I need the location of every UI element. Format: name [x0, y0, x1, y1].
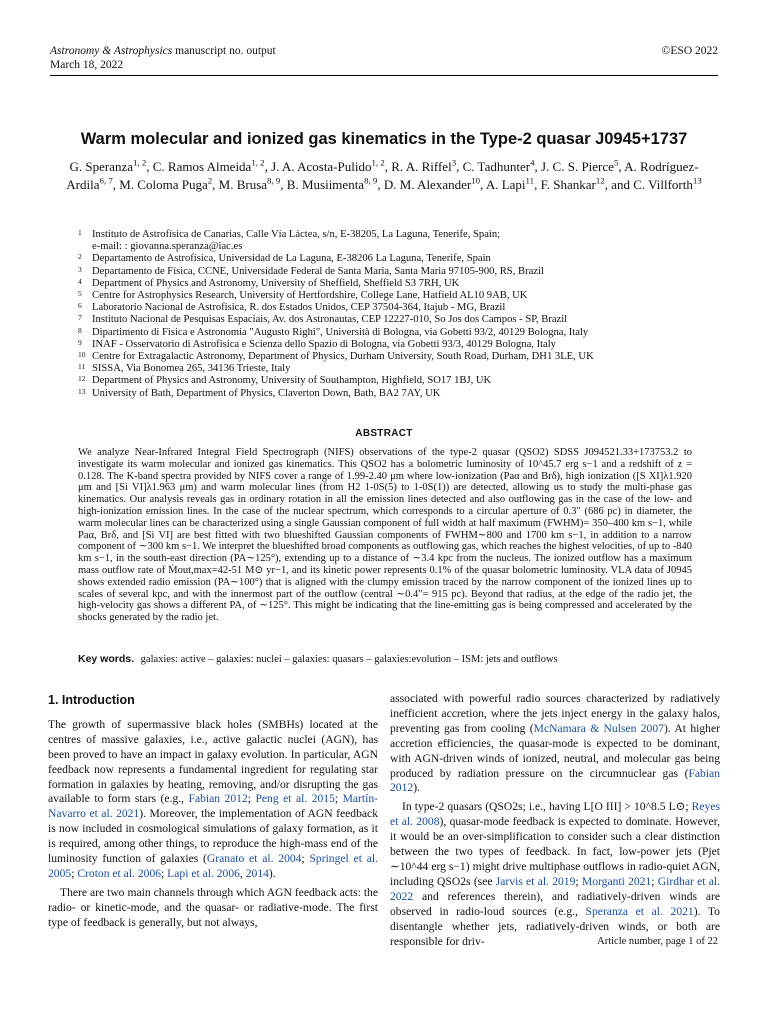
author-name: J. A. Acosta-Pulido — [271, 159, 372, 174]
abstract — [78, 447, 692, 624]
header-rule — [50, 75, 718, 76]
keywords-label: Key words. — [78, 653, 135, 665]
author-name: G. Speranza — [69, 159, 133, 174]
right-column — [390, 692, 720, 949]
header-date: March 18, 2022 — [50, 59, 124, 71]
affiliation-text: INAF - Osservatorio di Astrofisica e Scienza dello Spazio di Bologna, via Gobetti 93/3, 40129 Bologna, Italy — [92, 338, 556, 350]
affiliation-text: Departamento de Astrofísica, Universidad de La Laguna, E-38206 La Laguna, Tenerife, Spain — [92, 253, 491, 265]
citation-link[interactable]: Croton et al. 2006 — [77, 866, 162, 880]
citation-link[interactable]: Jarvis et al. 2019 — [495, 874, 576, 888]
affiliation-text: e-mail: : giovanna.speranza@iac.es — [92, 241, 243, 253]
running-header — [50, 44, 718, 72]
author-affiliation-index: 1, 2 — [251, 157, 265, 168]
author-affiliation-index: 2 — [207, 175, 213, 186]
affiliation — [78, 302, 718, 314]
author-affiliation-index: 11 — [525, 175, 535, 186]
citation-link[interactable]: Peng et al. 2015 — [255, 792, 335, 806]
affiliation — [78, 351, 718, 363]
citation-link[interactable]: Morganti 2021 — [581, 874, 652, 888]
affiliation-text: SISSA, Via Bonomea 265, 34136 Trieste, Italy — [92, 363, 291, 375]
abstract-heading: ABSTRACT — [355, 428, 413, 439]
author-affiliation-index: 10 — [471, 175, 481, 186]
affiliation-text: Dipartimento di Fisica e Astronomia "Augusto Righi", Università di Bologna, via Gobetti 93/2, 40129 Bologna, Italy — [92, 326, 589, 338]
affiliation-number: 9 — [78, 337, 82, 347]
abstract-text: We analyze Near-Infrared Integral Field Spectrograph (NIFS) observations of the type-2 quasar (QSO2) SDSS J094521.33+173753.2 to investigate its warm molecular and ionized gas kinematics. This QSO2 has a bolometric luminosity of 10^45.7 erg s−1 and a redshift of z = 0.128. The K-band spectra provided by NIFS cover a range of 1.99-2.40 μm where low-ionization (Paα and Brδ), high ionization ([S XI]λ1.920 μm and [Si VI]λ1.963 μm) and warm molecular lines (from H2 1-0S(5) to 1-0S(1)) are detected, allowing us to study the multi-phase gas kinematics. Our analysis reveals gas in ordinary rotation in all the emission lines detected and also outflowing gas in the case of the low- and high-ionization emission lines. In the case of the nuclear spectrum, which corresponds to a circular aperture of 0.3″ (686 pc) in diameter, the warm molecular lines can be characterized using a single Gaussian component of full width at half maximum (FWHM)= 350–400 km s−1, while Paα, Brδ, and [Si VI] are best fitted with two blueshifted Gaussian components of FWHM∼800 and 1700 km s−1, in addition to a narrow component of ∼300 km s−1. We interpret the blueshifted broad components as outflowing gas, which reaches the highest velocities, of up to -840 km s−1, in the south-east direction (PA∼125°), extending up to a distance of ∼3.4 kpc from the nucleus. The ionized outflow has a maximum mass outflow rate of Ṁout,max=42-51 M⊙ yr−1, and its kinetic power represents 0.1% of the quasar bolometric luminosity. VLA data of J0945 shows extended radio emission (PA∼100°) that is aligned with the clumpy emission traced by the narrow component of the ionized lines up to scales of several kpc, and with the innermost part of the outflow (central ∼0.4″= 915 pc). Beyond that radius, at the edge of the radio jet, the high-velocity gas shows a different PA, of ∼125°. This might be indicating that the line-emitting gas is being compressed and accelerated by the shocks generated by the radio jet. — [78, 447, 692, 624]
intro-paragraph-3: associated with powerful radio sources characterized by radiatively inefficient accretion, where the jets inject energy in the galaxy halos, preventing gas from cooling (McNamara & Nulsen 2007). At higher accretion efficiencies, the quasar-mode is expected to be dominant, with AGN-driven winds of ionized, neutral, and molecular gas being produced by radiation pressure on the circumnuclear gas (Fabian 2012). — [390, 692, 720, 795]
affiliation-number: 2 — [78, 252, 82, 262]
citation-link[interactable]: Speranza et al. 2021 — [585, 904, 694, 918]
citation-link[interactable]: 2014 — [245, 866, 269, 880]
affiliation — [78, 278, 718, 290]
affiliation-number: 8 — [78, 325, 82, 335]
affiliation — [78, 375, 718, 387]
author-affiliation-index: 1, 2 — [371, 157, 385, 168]
author-affiliation-index: 1, 2 — [133, 157, 147, 168]
citation-link[interactable]: Springel et al. 2005 — [48, 852, 378, 880]
affiliation-number: 1 — [78, 228, 82, 237]
manuscript-label: manuscript no. output — [172, 45, 276, 57]
journal-name: Astronomy & Astrophysics — [50, 45, 173, 57]
author-name: C. Tadhunter — [462, 159, 531, 174]
citation-link[interactable]: Fabian 2012 — [188, 792, 248, 806]
affiliation-text: Instituto de Astrofísica de Canarias, Calle Vía Láctea, s/n, E-38205, La Laguna, Tenerife, Spain; — [92, 229, 501, 240]
citation-link[interactable]: McNamara & Nulsen 2007 — [533, 721, 664, 735]
author-affiliation-index: 13 — [692, 175, 702, 186]
affiliation-text: Instituto Nacional de Pesquisas Espaciais, Av. dos Astronautas, CEP 12227-010, So Jos dos Campos - SP, Brazil — [92, 314, 568, 326]
author-name: A. Lapi — [485, 176, 526, 192]
author-affiliation-index: 8, 9 — [364, 175, 378, 186]
author-name: M. Brusa — [218, 176, 268, 192]
author-name: D. M. Alexander — [383, 176, 472, 192]
affiliation-text: Centre for Astrophysics Research, University of Hertfordshire, College Lane, Hatfield AL10 9AB, UK — [92, 290, 528, 302]
author-affiliation-index: 8, 9 — [267, 175, 281, 186]
author-name: F. Shankar — [540, 176, 596, 192]
affiliation-text: Department of Physics and Astronomy, University of Sheffield, Sheffield S3 7RH, UK — [92, 277, 460, 289]
affiliation — [78, 290, 718, 302]
affiliation — [78, 339, 718, 351]
affiliation — [78, 388, 718, 400]
affiliation-number: 6 — [78, 301, 82, 311]
affiliation — [78, 253, 718, 265]
author-name: R. A. Riffel — [391, 159, 452, 174]
affiliation-list — [78, 229, 718, 400]
citation-link[interactable]: Granato et al. 2004 — [206, 852, 302, 866]
citation-link[interactable]: Martín-Navarro et al. 2021 — [48, 792, 379, 821]
affiliation — [78, 229, 718, 241]
intro-paragraph-2: There are two main channels through which AGN feedback acts: the radio- or kinetic-mode, and the quasar- or radiative-mode. The first type of feedback is generally, but not always, — [48, 885, 378, 929]
affiliation-number: 11 — [78, 362, 86, 372]
citation-link[interactable]: Girdhar et al. 2022 — [390, 874, 720, 903]
intro-paragraph-4: In type-2 quasars (QSO2s; i.e., having L[O III] > 10^8.5 L⊙; Reyes et al. 2008), quasar-mode feedback is expected to dominate. However, it would be an over-simplification to consider such a clear distinction between the two types of feedback. In fact, low-power jets (Pjet ∼10^44 erg s−1) might drive multiphase outflows in radio-quiet AGN, including QSO2s (see Jarvis et al. 2019; Morganti 2021; Girdhar et al. 2022 and references therein), and radiatively-driven winds are observed in radio-loud sources (e.g., Speranza et al. 2021). To disentangle whether jets, radiatively-driven winds, or both are responsible for driv- — [390, 800, 720, 948]
affiliation — [78, 241, 718, 253]
author-name: J. C. S. Pierce — [540, 159, 614, 174]
left-column — [48, 692, 378, 931]
affiliation-text: Department of Physics and Astronomy, University of Southampton, Highfield, SO17 1BJ, UK — [92, 375, 492, 387]
author-affiliation-index: 6, 7 — [99, 175, 113, 186]
citation-link[interactable]: Fabian 2012 — [390, 766, 720, 795]
affiliation-number: 12 — [78, 374, 86, 384]
copyright-notice: ©ESO 2022 — [661, 45, 718, 57]
affiliation — [78, 266, 718, 278]
keywords — [78, 653, 692, 666]
author-name: C. Villforth — [633, 176, 693, 192]
affiliation-number: 7 — [78, 313, 82, 323]
affiliation — [78, 327, 718, 339]
affiliation — [78, 314, 718, 326]
author-affiliation-index: 4 — [530, 157, 535, 168]
section-title: 1. Introduction — [48, 693, 135, 707]
affiliation-number: 13 — [78, 386, 86, 396]
affiliation-text: Laboratorio Nacional de Astrofisica, R. dos Estados Unidos, CEP 37504-364, Itajub - MG, Brazil — [92, 302, 506, 314]
author-name: B. Musiimenta — [286, 176, 365, 192]
page-footer: Article number, page 1 of 22 — [597, 936, 718, 947]
affiliation-number: 10 — [78, 350, 86, 360]
intro-paragraph-1: The growth of supermassive black holes (SMBHs) located at the centres of massive galaxies, i.e., active galactic nuclei (AGN), has been proved to have an impact in galaxy evolution. In particular, AGN feedback now represents a fundamental ingredient for regulating star formation in galaxies by heating, removing, and/or disrupting the gas available to form stars (e.g., Fabian 2012; Peng et al. 2015; Martín-Navarro et al. 2021). Moreover, the implementation of AGN feedback is now included in cosmological simulations of galaxy formation, as it is required, among other things, to reproduce the high-mass end of the luminosity function of galaxies (Granato et al. 2004; Springel et al. 2005; Croton et al. 2006; Lapi et al. 2006, 2014). — [48, 717, 379, 880]
affiliation-text: Centre for Extragalactic Astronomy, Department of Physics, Durham University, South Road, Durham, DH1 3LE, UK — [92, 351, 594, 363]
keywords-text: galaxies: active – galaxies: nuclei – galaxies: quasars – galaxies:evolution – ISM: jets and outflows — [140, 654, 558, 665]
author-affiliation-index: 5 — [613, 157, 619, 168]
author-name: M. Coloma Puga — [119, 176, 208, 192]
affiliation-number: 4 — [78, 276, 82, 286]
affiliation-number: 3 — [78, 264, 82, 274]
author-affiliation-index: 12 — [595, 175, 605, 186]
affiliation-number: 5 — [78, 289, 82, 299]
author-name: C. Ramos Almeida — [152, 159, 252, 174]
affiliation-text: University of Bath, Department of Physics, Claverton Down, Bath, BA2 7AY, UK — [92, 387, 441, 399]
citation-link[interactable]: Reyes et al. 2008 — [390, 800, 720, 829]
citation-link[interactable]: Lapi et al. 2006 — [167, 866, 240, 880]
affiliation — [78, 363, 718, 375]
paper-title: Warm molecular and ionized gas kinematics in the Type-2 quasar J0945+1737 — [80, 130, 688, 148]
author-affiliation-index: 3 — [451, 157, 457, 168]
affiliation-text: Departamento de Física, CCNE, Universidade Federal de Santa Maria, Santa Maria 97105-900, RS, Brazil — [92, 265, 544, 277]
author-name: A. Rodríguez-Ardila — [66, 159, 699, 192]
author-list: G. Speranza$^{1, 2}$, C. Ramos Almeida$^{1, 2}$, J. A. Acosta-Pulido$^{1, 2}$, R. A. Riffel$^3$, C. Tadhunter$^4$, J. C. S. Pierce$^5$, A. Rodríguez-Ardila$^{6, 7}$, M. Coloma Puga$^2$, M. Brusa$^{8, 9}$, B. Musiimenta$^{8, 9}$, D. M. Alexander$^{10}$, A. Lapi$^{11}$, F. Shankar$^{12}$, and C. Villforth$^{13}$ — [66, 157, 702, 192]
